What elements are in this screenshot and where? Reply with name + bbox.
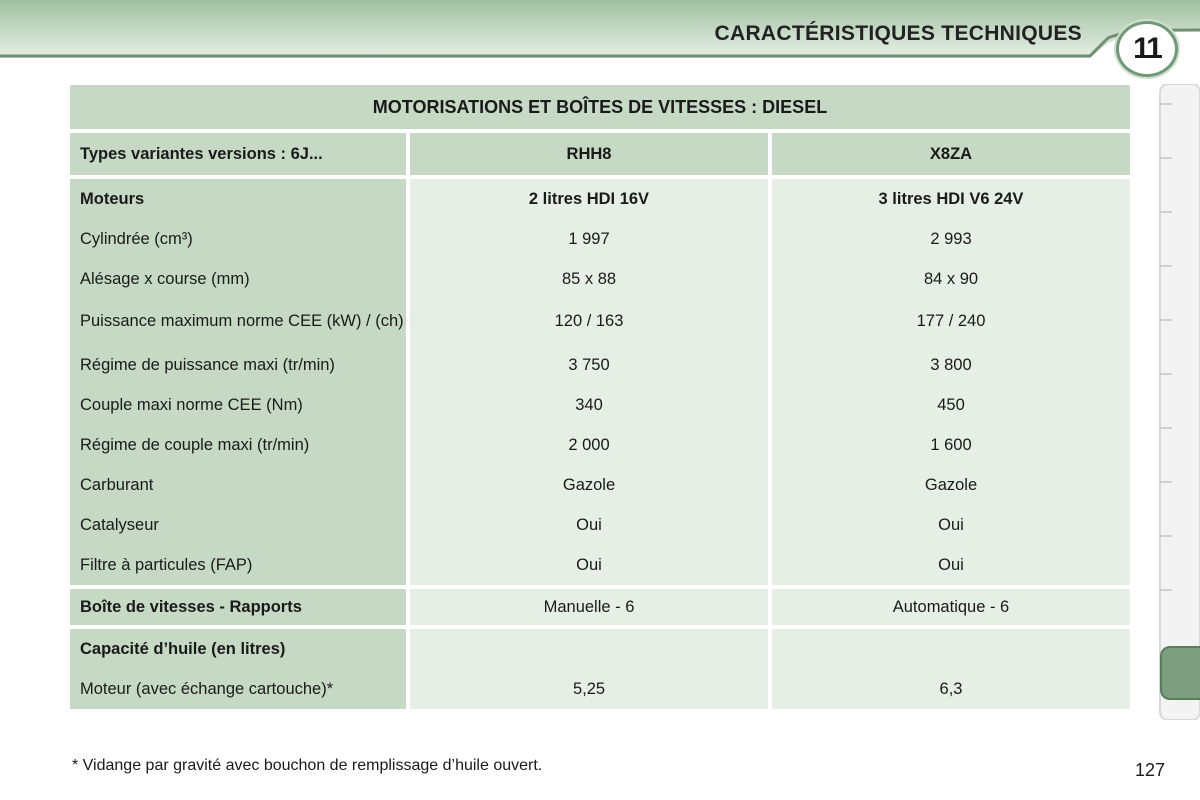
header-label-cell <box>70 133 406 175</box>
chapter-number-badge: 11 <box>1116 21 1178 77</box>
footnote: * Vidange par gravité avec bouchon de remplissage d’huile ouvert. <box>72 757 543 774</box>
row-label: Régime de puissance maxi (tr/min) <box>80 355 335 374</box>
oil-capacity-group <box>70 629 1130 709</box>
oil-labels-column <box>70 629 406 709</box>
row-label: Puissance maximum norme CEE (kW) / (ch) <box>80 312 404 331</box>
table-cell: 450 <box>937 395 965 414</box>
table-cell: 1 997 <box>568 229 610 248</box>
engine-name-rhh8: 2 litres HDI 16V <box>528 189 650 208</box>
engine-group <box>70 179 1130 585</box>
table-cell-empty <box>772 629 1130 669</box>
table-cell-empty <box>410 629 768 669</box>
row-label: Couple maxi norme CEE (Nm) <box>80 395 303 414</box>
page-header-title: CARACTÉRISTIQUES TECHNIQUES <box>714 22 1082 45</box>
row-label: Moteur (avec échange cartouche)* <box>80 679 334 698</box>
table-cell: 340 <box>575 395 603 414</box>
row-label: Régime de couple maxi (tr/min) <box>80 435 310 454</box>
table-cell: Gazole <box>924 475 978 494</box>
engine-col2-values <box>772 179 1130 585</box>
engine-col1-values <box>410 179 768 585</box>
side-tab-chapter-11[interactable] <box>1160 646 1200 700</box>
table-cell: 6,3 <box>939 679 963 698</box>
gearbox-label: Boîte de vitesses - Rapports <box>80 597 302 616</box>
row-label: Cylindrée (cm³) <box>80 229 193 248</box>
table-cell: 84 x 90 <box>923 269 979 288</box>
row-label: Alésage x course (mm) <box>80 269 250 288</box>
table-cell: Oui <box>938 555 964 574</box>
column-header-rhh8: RHH8 <box>566 144 612 163</box>
oil-col1-values <box>410 629 768 709</box>
side-tab-strip <box>1158 84 1200 720</box>
header-col1-cell <box>410 133 768 175</box>
oil-col2-values <box>772 629 1130 709</box>
table-cell: 3 800 <box>930 355 972 374</box>
gearbox-col2-cell <box>772 589 1130 625</box>
table-cell: Oui <box>576 515 602 534</box>
row-label: Filtre à particules (FAP) <box>80 555 253 574</box>
table-cell: 5,25 <box>572 679 606 698</box>
table-cell: Oui <box>576 555 602 574</box>
engine-heading: Moteurs <box>80 189 145 208</box>
column-header-label: Types variantes versions : 6J... <box>80 144 323 163</box>
table-cell: 2 000 <box>568 435 610 454</box>
table-header-row <box>70 133 1130 175</box>
table-cell: 2 993 <box>930 229 972 248</box>
engine-labels-column <box>70 179 406 585</box>
table-cell: 1 600 <box>930 435 972 454</box>
row-label: Carburant <box>80 475 154 494</box>
table-cell: 177 / 240 <box>916 312 986 331</box>
row-label: Catalyseur <box>80 515 159 534</box>
oil-heading: Capacité d’huile (en litres) <box>80 639 286 658</box>
gearbox-row <box>70 589 1130 625</box>
gearbox-col1-cell <box>410 589 768 625</box>
specs-table <box>70 85 1130 709</box>
header-col2-cell <box>772 133 1130 175</box>
gearbox-label-cell <box>70 589 406 625</box>
table-cell: 120 / 163 <box>554 312 624 331</box>
table-cell: Oui <box>938 515 964 534</box>
table-cell: Automatique - 6 <box>892 597 1010 616</box>
column-header-x8za: X8ZA <box>929 144 973 163</box>
page-number: 127 <box>1135 760 1166 780</box>
table-cell: 3 750 <box>568 355 610 374</box>
table-cell: Manuelle - 6 <box>543 597 635 616</box>
table-cell: Gazole <box>562 475 616 494</box>
engine-name-x8za: 3 litres HDI V6 24V <box>878 189 1024 208</box>
table-cell: 85 x 88 <box>561 269 617 288</box>
table-title: MOTORISATIONS ET BOÎTES DE VITESSES : DIESEL <box>70 85 1130 129</box>
